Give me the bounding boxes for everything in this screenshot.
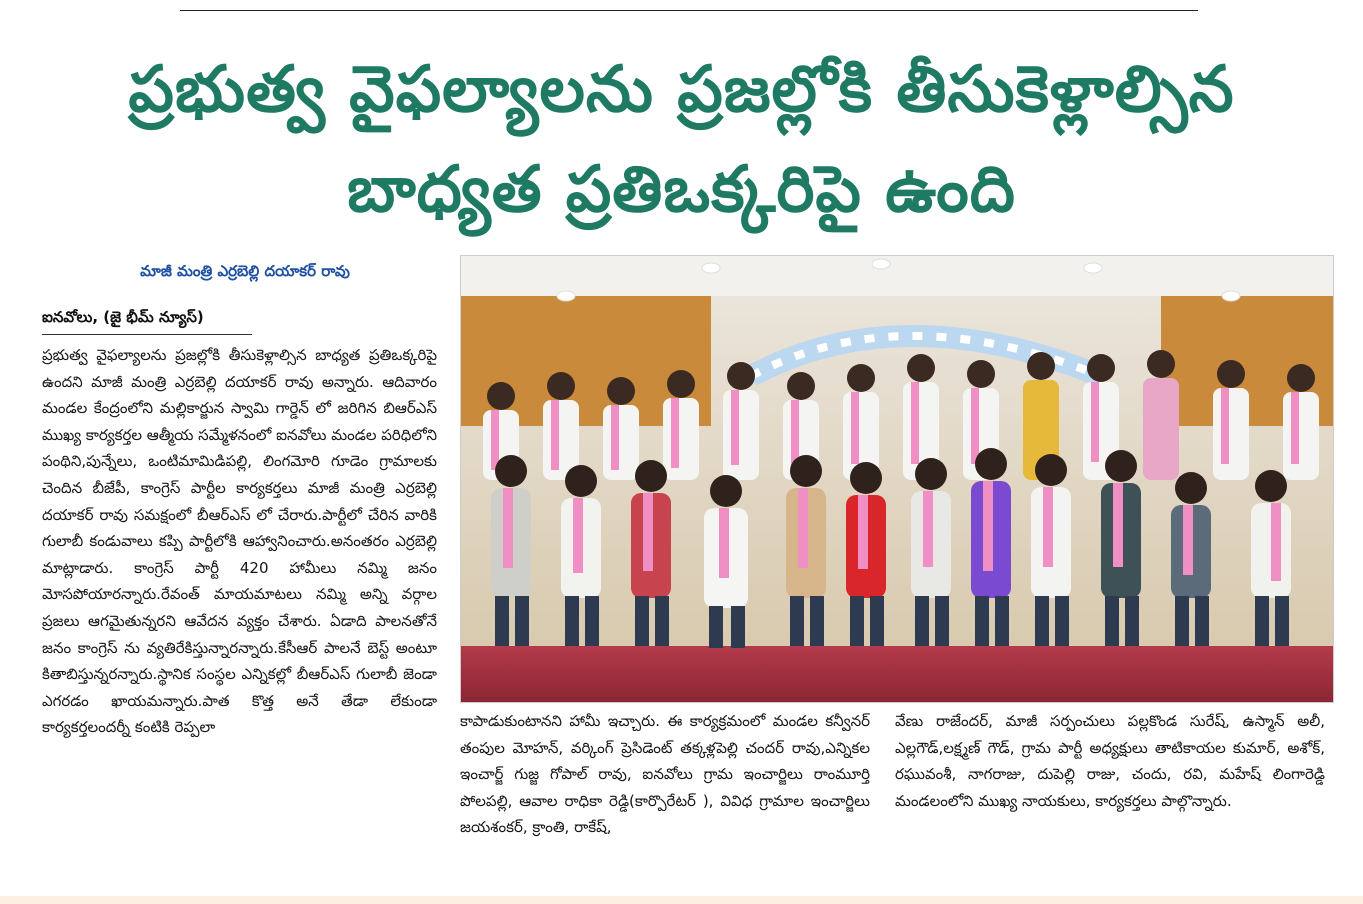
headline-line-1: ప్రభుత్వ వైఫల్యాలను ప్రజల్లోకి తీసుకెళ్లాల్సిన [128,53,1235,127]
dateline: ఐనవోలు, (జై భీమ్ న్యూస్) [42,308,204,326]
group-photo-icon [461,256,1333,702]
group-photo [460,255,1334,703]
dateline-rule [42,334,252,335]
article-column-1: ప్రభుత్వ వైఫల్యాలను ప్రజల్లోకి తీసుకెళ్లాల్సిన బాధ్యత ప్రతిఒక్కరిపై ఉందని మాజీ మంత్రి ఎర్రబెల్లి దయాకర్ రావు అన్నారు. ఆదివారం మండల కేంద్రంలోని మల్లికార్జున స్వామి గార్డెన్ లో జరిగిన బిఆర్ఎస్ ముఖ్య కార్యకర్తల ఆత్మీయ సమ్మేళనంలో ఐనవోలు మండల పరిధిలోని పంథిని,పున్నేలు, ఒంటిమామిడిపల్లి, లింగమోరి గూడెం గ్రామాలకు చెందిన బీజేపీ, కాంగ్రెస్ పార్టీల కార్యకర్తలు మాజీ మంత్రి ఎర్రబెల్లి దయాకర్ రావు సమక్షంలో బీఆర్ఎస్ లో చేరారు.పార్టీలో చేరిన వారికి గులాబీ కండువాలు కప్పి పార్టీలోకి ఆహ్వానించారు.అనంతరం ఎర్రబెల్లి మాట్లాడారు. కాంగ్రెస్ పార్టీ 420 హామీలు నమ్మి జనం మోసపోయారన్నారు.రేవంత్ మాయమాటలు నమ్మి అన్ని వర్గాల ప్రజలు ఆగమైతున్నరని ఆవేదన వ్యక్తం చేశారు. ఏడాది పాలనతోనే జనం కాంగ్రెస్ ను వ్యతిరేకిస్తున్నారన్నారు.కేసీఆర్ పాలనే బెస్ట్ అంటూ కితాబిస్తున్నరన్నారు.స్థానిక సంస్థల ఎన్నికల్లో బీఆర్ఎస్ గులాబీ జెండా ఎగరడం ఖాయమన్నారు.పాత కొత్త అనే తేడా లేకుండా కార్యకర్తలందర్నీ కంటికి రెప్పలా [42,346,437,737]
article-column-3: వేణు రాజేందర్, మాజీ సర్పంచులు పల్లకొండ సురేష్, ఉస్మాన్ అలీ, ఎల్లగౌడ్,లక్ష్మణ్ గౌడ్, గ్రామ పార్టీ అధ్యక్షులు తాటికాయల కుమార్, అశోక్, రఘువంశీ, నాగరాజు, దుపెల్లి రాజు, చందు, రవి, మహేష్ లింగారెడ్డి మండలంలోని ముఖ్య నాయకులు, కార్యకర్తలు పాల్గొన్నారు. [895,712,1325,810]
article-column-2: కాపాడుకుంటానని హామీ ఇచ్చారు. ఈ కార్యక్రమంలో మండల కన్వీనర్ తంపుల మోహన్, వర్కింగ్ ప్రెసిడెంట్ తక్కళ్లపెల్లి చందర్ రావు,ఎన్నికల ఇంచార్జ్ గుజ్జ గోపాల్ రావు, ఐనవోలు గ్రామ ఇంచార్జిలు రాంమూర్తి పోలపల్లి, ఆవాల రాధికా రెడ్డి(కార్పొరేటర్ ), వివిధ గ్రామాల ఇంచార్జిలు జయశంకర్, క్రాంతి, రాకేష్, [460,712,870,837]
headline-line-2: బాధ్యత ప్రతిఒక్కరిపై ఉంది [347,153,1016,227]
byline: మాజీ మంత్రి ఎర్రబెల్లి దయాకర్ రావు [140,262,350,280]
footer-band [0,896,1363,904]
top-rule [180,10,1198,11]
headline [40,40,1323,240]
